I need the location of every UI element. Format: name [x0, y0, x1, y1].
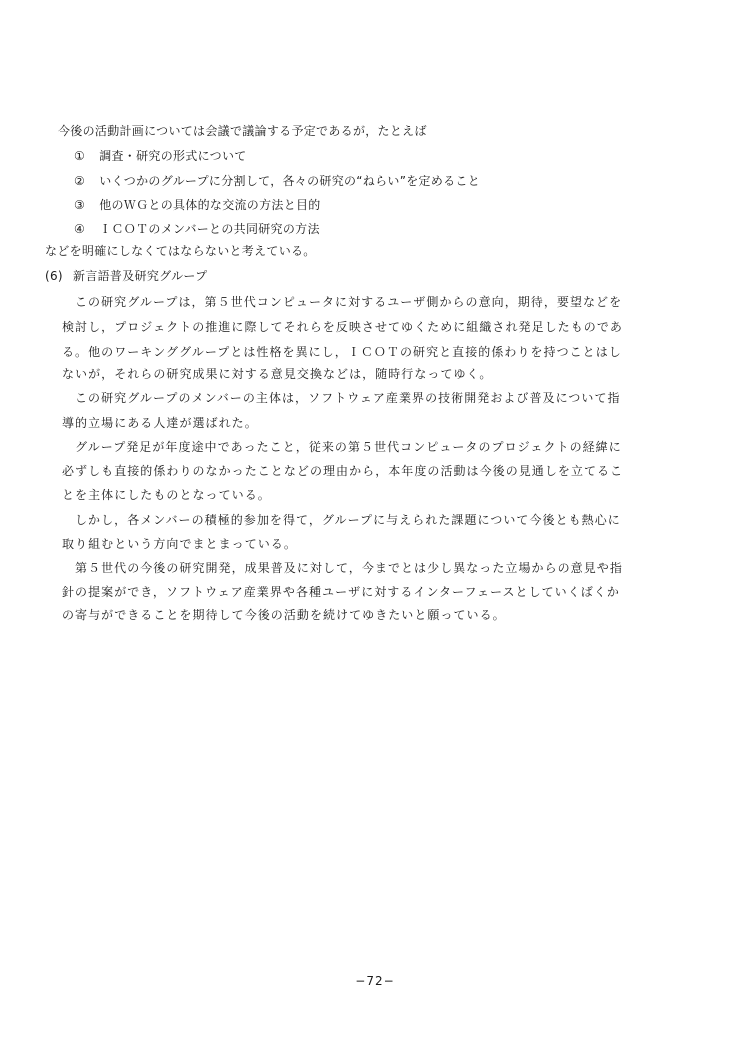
body-line: 必ずしも直接的係わりのなかったことなどの理由から，本年度の活動は今後の見通しを立てるこ [62, 464, 624, 478]
plan-item-marker: ③ [74, 198, 86, 212]
body-line: しかし，各メンバーの積極的参加を得て，グループに与えられた課題について今後とも熱心に [75, 513, 621, 527]
plan-item-marker: ② [74, 174, 86, 188]
body-line: この研究グループのメンバーの主体は，ソフトウェア産業界の技術開発および普及について指 [75, 391, 621, 405]
plan-item-text: 調査・研究の形式について [99, 149, 247, 163]
body-line: の寄与ができることを期待して今後の活動を続けてゆきたいと願っている。 [62, 608, 506, 622]
body-line: 検討し，プロジェクトの推進に際してそれらを反映させてゆくために組織され発足したものであ [62, 320, 623, 334]
plan-item-4 [74, 221, 320, 237]
plan-item-marker: ④ [74, 222, 86, 236]
intro-conclusion: などを明確にしなくてはならないと考えている。 [45, 244, 316, 258]
intro-paragraph: 今後の活動計画については会議で議論する予定であるが，たとえば [58, 124, 427, 138]
plan-item-1 [74, 148, 247, 164]
plan-item-text: 他のＷＧとの具体的な交流の方法と目的 [99, 198, 321, 212]
body-line: 針の提案ができ，ソフトウェア産業界や各種ユーザに対するインターフェースとしていくばくか [62, 585, 620, 599]
section-number: (6) [45, 269, 63, 283]
body-line: グループ発足が年度途中であったこと，従来の第５世代コンピュータのプロジェクトの経緯に [75, 440, 622, 454]
plan-item-2 [74, 173, 480, 189]
plan-item-3 [74, 197, 321, 213]
page-number: −72− [355, 974, 395, 988]
section-heading [45, 268, 207, 284]
body-line: ないが，それらの研究成果に対する意見交換などは，随時行なってゆく。 [62, 367, 493, 381]
body-line: 取り組むという方向でまとまっている。 [62, 537, 297, 551]
section-title: 新言語普及研究グループ [73, 269, 208, 283]
plan-item-text: いくつかのグループに分割して，各々の研究の“ねらい”を定めること [99, 174, 481, 188]
plan-item-text: ＩＣＯＴのメンバーとの共同研究の方法 [99, 222, 320, 236]
body-line: とを主体にしたものとなっている。 [62, 488, 271, 502]
body-line: る。他のワーキンググループとは性格を異にし，ＩＣＯＴの研究と直接的係わりを持つことはし [62, 345, 622, 359]
body-line: この研究グループは，第５世代コンピュータに対するユーザ側からの意向，期待，要望などを [75, 295, 623, 309]
body-line: 導的立場にある人達が選ばれた。 [62, 416, 258, 430]
plan-item-marker: ① [74, 149, 86, 163]
body-line: 第５世代の今後の研究開発，成果普及に対して，今までとは少し異なった立場からの意見や指 [75, 561, 623, 575]
